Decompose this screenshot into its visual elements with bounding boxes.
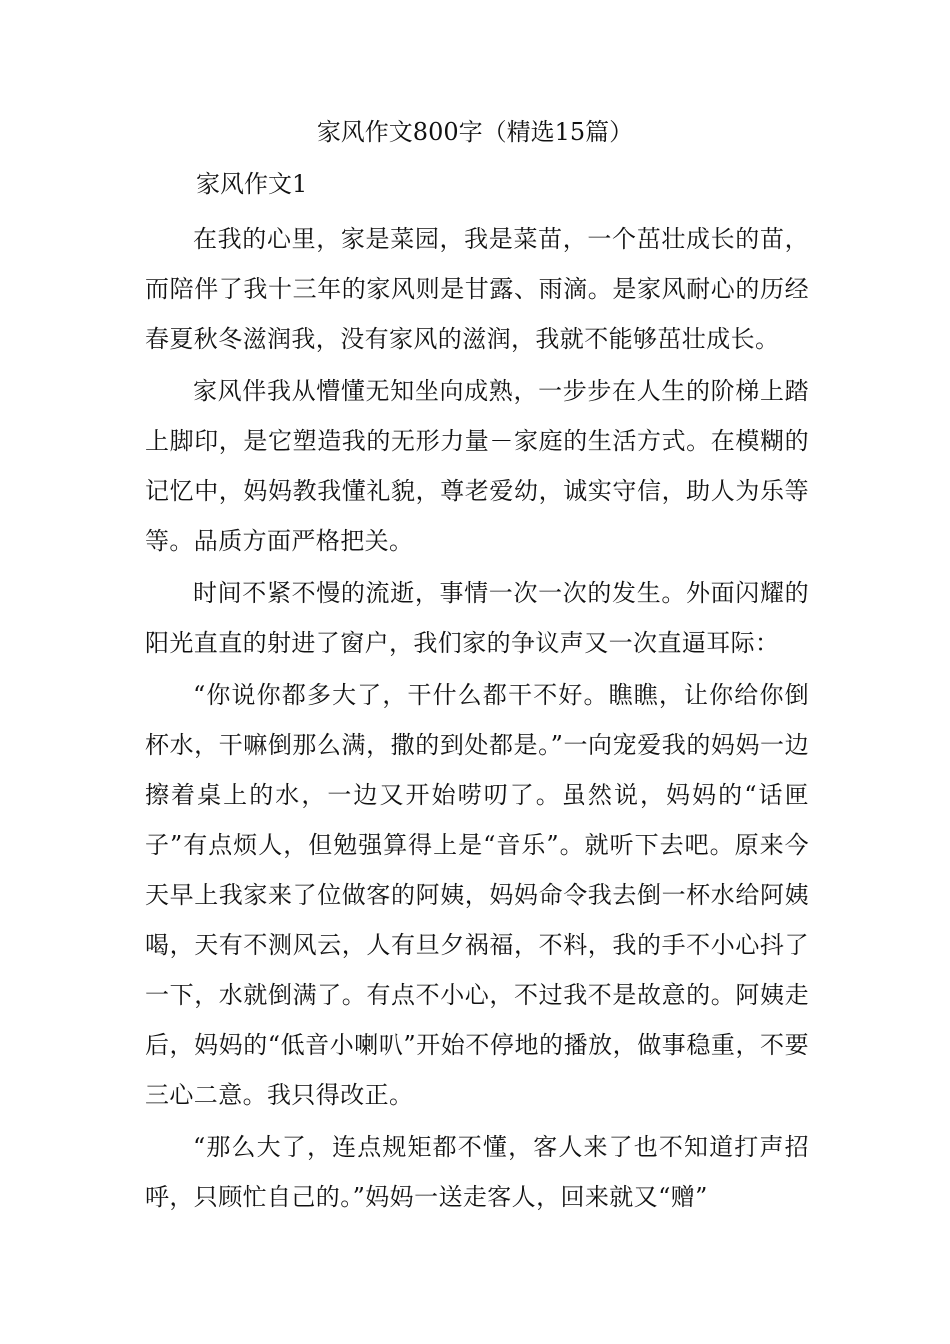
- paragraph: “那么大了，连点规矩都不懂，客人来了也不知道打声招呼，只顾忙自己的。”妈妈一送走客人，回来就又“赠”: [145, 1133, 809, 1211]
- essay-body: [145, 214, 809, 1224]
- paragraph: 家风伴我从懵懂无知坐向成熟，一步步在人生的阶梯上踏上脚印，是它塑造我的无形力量－家庭的生活方式。在模糊的记忆中，妈妈教我懂礼貌，尊老爱幼，诚实守信，助人为乐等等。品质方面严格把关。: [145, 377, 809, 555]
- paragraph: 在我的心里，家是菜园，我是菜苗，一个茁壮成长的苗，而陪伴了我十三年的家风则是甘露、雨滴。是家风耐心的历经春夏秋冬滋润我，没有家风的滋润，我就不能够茁壮成长。: [145, 225, 809, 353]
- paragraph: “你说你都多大了，干什么都干不好。瞧瞧，让你给你倒杯水，干嘛倒那么满，撒的到处都是。”一向宠爱我的妈妈一边擦着桌上的水，一边又开始唠叨了。虽然说，妈妈的“话匣子”有点烦人，但勉强算得上是“音乐”。就听下去吧。原来今天早上我家来了位做客的阿姨，妈妈命令我去倒一杯水给阿姨喝，天有不测风云，人有旦夕祸福，不料，我的手不小心抖了一下，水就倒满了。有点不小心，不过我不是故意的。阿姨走后，妈妈的“低音小喇叭”开始不停地的播放，做事稳重，不要三心二意。我只得改正。: [145, 681, 809, 1109]
- section-heading: 家风作文1: [196, 170, 308, 198]
- document-title: 家风作文800字（精选15篇）: [316, 118, 634, 146]
- paragraph: 时间不紧不慢的流逝，事情一次一次的发生。外面闪耀的阳光直直的射进了窗户，我们家的争议声又一次直逼耳际：: [145, 579, 809, 657]
